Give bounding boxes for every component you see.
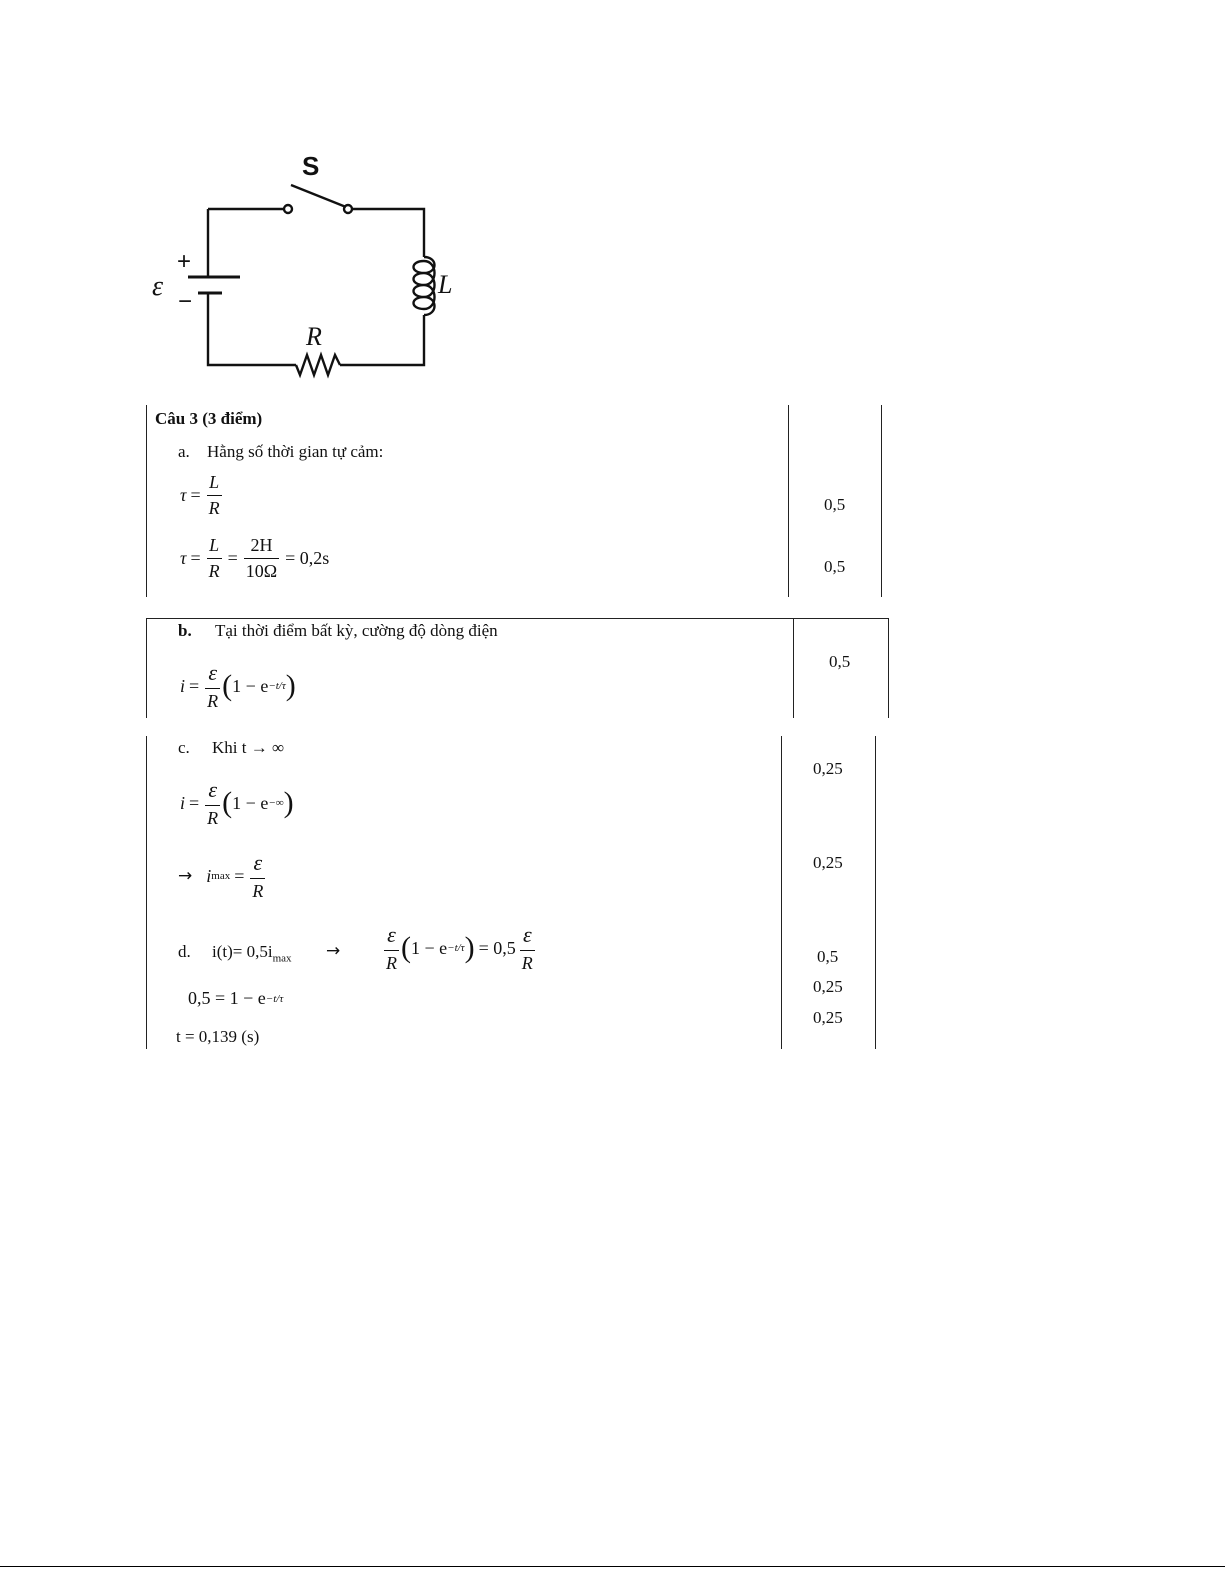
- score-d2: 0,25: [813, 977, 843, 996]
- part-b-text: Tại thời điểm bất kỳ, cường độ dòng điện: [215, 621, 498, 640]
- s1-mid-border: [788, 405, 789, 597]
- arrow-icon: →: [178, 866, 193, 886]
- part-c-text: Khi t → ∞: [212, 738, 285, 757]
- part-a-text: Hằng số thời gian tự cảm:: [207, 442, 384, 461]
- switch-terminal-left: [284, 205, 292, 213]
- score-c1: 0,25: [813, 759, 843, 778]
- equation-current-infinity: i = $\frac{\varepsilon}{R}$ ( 1 − e −∞ ): [180, 777, 294, 828]
- switch-label: S: [302, 151, 320, 181]
- wire-bottom-left: [208, 293, 296, 365]
- wire-right-lower: [340, 315, 424, 365]
- equation-tau-definition: τ = $\frac{L}{R}$: [180, 472, 220, 518]
- section-title: Câu 3 (3 điểm): [155, 409, 263, 428]
- inductor-coil: [414, 257, 435, 315]
- part-c-marker: c.: [178, 738, 190, 757]
- score-a1: 0,5: [824, 495, 846, 514]
- circuit-diagram: [140, 145, 480, 385]
- score-a2: 0,5: [824, 557, 846, 576]
- arrow-icon: →: [326, 941, 341, 961]
- part-d-marker: d.: [178, 942, 191, 961]
- wire-top-right: [352, 209, 424, 257]
- s2-left-border: [146, 618, 147, 718]
- fraction-L-over-R: $\frac{L}{R}$: [208, 472, 220, 518]
- final-result: t = 0,139 (s): [176, 1027, 260, 1046]
- s3-left-border: [146, 736, 147, 1049]
- resistor-label: R: [306, 322, 322, 351]
- source-label: ε: [152, 271, 164, 302]
- inductor-label: L: [438, 270, 453, 299]
- switch-blade: [291, 185, 346, 207]
- plus-sign: +: [177, 248, 192, 275]
- s1-left-border: [146, 405, 147, 597]
- equation-current: i = $\frac{\varepsilon}{R}$ ( 1 − e −t/τ ): [180, 660, 296, 711]
- s1-right-border: [881, 405, 882, 597]
- equation-imax: → i max = $\frac{\varepsilon}{R}$: [178, 850, 264, 901]
- s3-right-border: [875, 736, 876, 1049]
- part-d-text: $i(t)= 0,5i_{max}$: [212, 942, 292, 965]
- s2-top-border: [146, 618, 888, 619]
- score-d3: 0,25: [813, 1008, 843, 1027]
- s2-mid-border: [793, 618, 794, 718]
- equation-half-exp: 0,5 = 1 − e −t/τ: [188, 988, 284, 1008]
- part-b-marker: b.: [178, 621, 192, 640]
- page-bottom-rule: [0, 1566, 1225, 1567]
- resistor-zigzag: [296, 355, 340, 375]
- s2-right-border: [888, 618, 889, 718]
- s3-mid-border: [781, 736, 782, 1049]
- equation-half-current: $\frac{\varepsilon}{R}$ ( 1 − e −t/τ ) = 0,5 $\frac{\varepsilon}{R}$: [386, 922, 533, 973]
- score-c2: 0,25: [813, 853, 843, 872]
- score-b: 0,5: [829, 652, 851, 671]
- minus-sign: −: [178, 288, 193, 315]
- score-d1: 0,5: [817, 947, 839, 966]
- part-a-marker: a.: [178, 442, 190, 461]
- equation-tau-value: τ = $\frac{L}{R}$ = $\frac{2H}{10\Omega}$ = 0,2s: [180, 535, 330, 581]
